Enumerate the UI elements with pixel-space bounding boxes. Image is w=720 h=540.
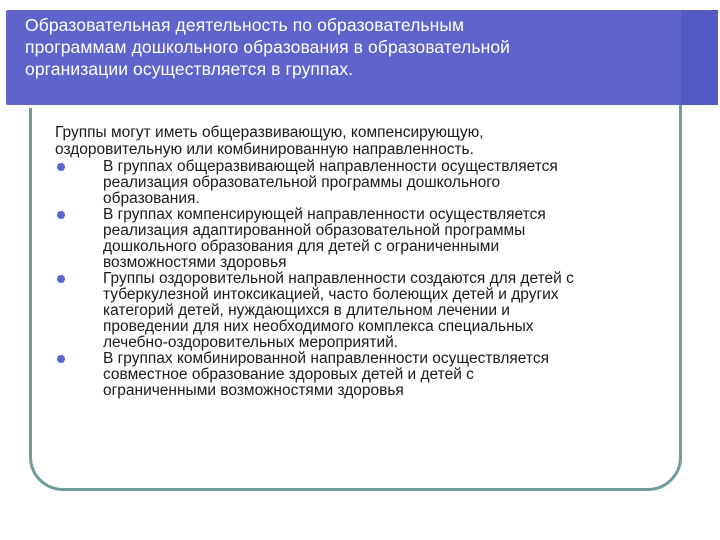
title-line: программам дошкольного образования в образовательной: [25, 37, 511, 57]
bullet-line: совместное образование здоровых детей и детей с: [103, 366, 474, 383]
bullet-line: Группы оздоровительной направленности создаются для детей с: [103, 270, 574, 287]
bullet-line: В группах общеразвивающей направленности осуществляется: [103, 158, 558, 175]
bullet-item-general: [55, 159, 675, 207]
bullet-line: проведении для них необходимого комплекса специальных: [103, 318, 534, 335]
title-line: организации осуществляется в группах.: [25, 59, 354, 79]
bullet-line: категорий детей, нуждающихся в длительном лечении и: [103, 302, 510, 319]
bullet-line: лечебно-оздоровительных мероприятий.: [103, 334, 399, 351]
bullet-line: реализация адаптированной образовательной программы: [103, 222, 526, 239]
title-line: Образовательная деятельность по образовательным: [25, 15, 465, 35]
bullet-item-combined: [55, 351, 675, 399]
intro-line: Группы могут иметь общеразвивающую, компенсирующую,: [55, 124, 484, 141]
bullet-line: ограниченными возможностями здоровья: [103, 382, 404, 399]
bullet-line: туберкулезной интоксикацией, часто болеющих детей и других: [103, 286, 559, 303]
slide-body: [55, 125, 675, 399]
bullet-line: дошкольного образования для детей с ограниченными: [103, 238, 500, 255]
bullet-item-health: [55, 271, 675, 351]
slide-title: [25, 14, 625, 80]
bullet-line: образования.: [103, 190, 200, 207]
bullet-line: возможностями здоровья: [103, 254, 287, 271]
bullet-item-compensating: [55, 207, 675, 271]
bullet-dot-icon: [57, 211, 65, 219]
bullet-line: реализация образовательной программы дошкольного: [103, 174, 501, 191]
title-bar-edge: [681, 10, 718, 105]
bullet-line: В группах комбинированной направленности осуществляется: [103, 350, 549, 367]
intro-line: оздоровительную или комбинированную направленность.: [55, 141, 474, 158]
bullet-dot-icon: [57, 163, 65, 171]
bullet-dot-icon: [57, 275, 65, 283]
title-underline: [6, 105, 642, 108]
bullet-line: В группах компенсирующей направленности осуществляется: [103, 206, 546, 223]
bullet-dot-icon: [57, 355, 65, 363]
